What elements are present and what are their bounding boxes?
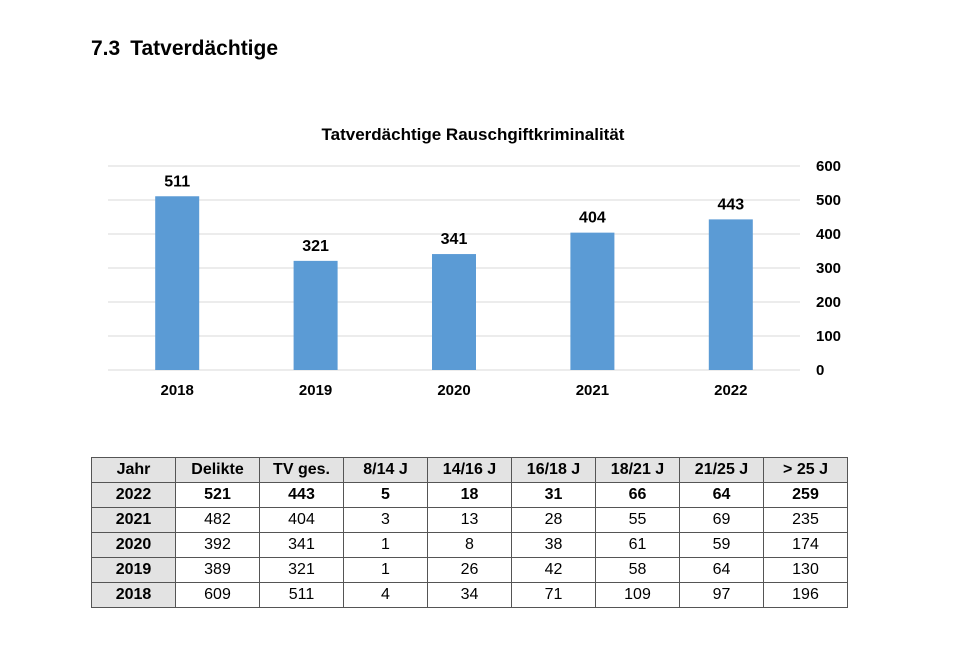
table-cell: 443 — [260, 483, 344, 508]
row-year-cell: 2021 — [92, 508, 176, 533]
y-tick-labels — [816, 158, 841, 379]
y-tick-label: 400 — [816, 226, 842, 243]
suspects-table — [91, 457, 848, 608]
y-tick-label: 300 — [816, 260, 842, 277]
column-header: > 25 J — [764, 458, 848, 483]
table-cell: 404 — [260, 508, 344, 533]
data-label: 341 — [440, 231, 468, 249]
table-cell: 58 — [596, 558, 680, 583]
x-tick-labels — [161, 382, 748, 399]
table-cell: 69 — [680, 508, 764, 533]
table-cell: 392 — [176, 533, 260, 558]
y-tick-label: 500 — [816, 192, 842, 209]
column-header: 21/25 J — [680, 458, 764, 483]
table-cell: 511 — [260, 583, 344, 608]
table-cell: 26 — [428, 558, 512, 583]
column-header: TV ges. — [260, 458, 344, 483]
table-cell: 13 — [428, 508, 512, 533]
bar — [155, 196, 199, 370]
table-cell: 1 — [344, 533, 428, 558]
table-header-row — [92, 458, 848, 483]
table-cell: 389 — [176, 558, 260, 583]
table-row — [92, 483, 848, 508]
y-tick-label: 600 — [816, 158, 842, 175]
table-cell: 321 — [260, 558, 344, 583]
chart-title: Tatverdächtige Rauschgiftkriminalität — [321, 125, 625, 144]
table-cell: 64 — [680, 558, 764, 583]
column-header: Jahr — [92, 458, 176, 483]
data-label: 404 — [579, 209, 606, 227]
table-row — [92, 508, 848, 533]
data-label: 321 — [302, 237, 329, 255]
table-row — [92, 558, 848, 583]
table-cell: 66 — [596, 483, 680, 508]
y-tick-label: 100 — [816, 328, 842, 345]
table-cell: 196 — [764, 583, 848, 608]
table-cell: 71 — [512, 583, 596, 608]
table-cell: 34 — [428, 583, 512, 608]
bar — [709, 219, 753, 370]
column-header: 8/14 J — [344, 458, 428, 483]
table-cell: 97 — [680, 583, 764, 608]
table-body — [92, 483, 848, 608]
x-tick-label: 2022 — [714, 382, 748, 399]
x-tick-label: 2021 — [575, 382, 610, 399]
row-year-cell: 2020 — [92, 533, 176, 558]
table-cell: 28 — [512, 508, 596, 533]
table-cell: 259 — [764, 483, 848, 508]
bars — [155, 196, 753, 370]
column-header: 18/21 J — [596, 458, 680, 483]
section-title: Tatverdächtige — [130, 37, 279, 60]
column-header: 16/18 J — [512, 458, 596, 483]
y-tick-label: 0 — [816, 362, 825, 379]
data-label: 511 — [164, 173, 191, 191]
table-cell: 3 — [344, 508, 428, 533]
table-cell: 55 — [596, 508, 680, 533]
table-cell: 18 — [428, 483, 512, 508]
bar — [432, 254, 476, 370]
x-tick-label: 2020 — [437, 382, 471, 399]
table-row — [92, 583, 848, 608]
table-cell: 31 — [512, 483, 596, 508]
x-tick-label: 2018 — [160, 382, 194, 399]
bar — [570, 233, 614, 370]
table-cell: 4 — [344, 583, 428, 608]
table-cell: 64 — [680, 483, 764, 508]
table-cell: 38 — [512, 533, 596, 558]
table-cell: 130 — [764, 558, 848, 583]
row-year-cell: 2022 — [92, 483, 176, 508]
table-cell: 521 — [176, 483, 260, 508]
bar — [294, 261, 338, 370]
data-labels — [164, 173, 744, 255]
table-cell: 482 — [176, 508, 260, 533]
data-label: 443 — [717, 196, 745, 214]
table-cell: 8 — [428, 533, 512, 558]
table-cell: 341 — [260, 533, 344, 558]
column-header: 14/16 J — [428, 458, 512, 483]
row-year-cell: 2019 — [92, 558, 176, 583]
table-cell: 109 — [596, 583, 680, 608]
table-row — [92, 533, 848, 558]
table-cell: 235 — [764, 508, 848, 533]
x-tick-label: 2019 — [298, 382, 333, 399]
section-number: 7.3 — [91, 37, 121, 60]
row-year-cell: 2018 — [92, 583, 176, 608]
y-tick-label: 200 — [816, 294, 842, 311]
table-cell: 5 — [344, 483, 428, 508]
table-cell: 42 — [512, 558, 596, 583]
table-cell: 174 — [764, 533, 848, 558]
table-cell: 609 — [176, 583, 260, 608]
table-cell: 1 — [344, 558, 428, 583]
table-cell: 59 — [680, 533, 764, 558]
column-header: Delikte — [176, 458, 260, 483]
table-cell: 61 — [596, 533, 680, 558]
